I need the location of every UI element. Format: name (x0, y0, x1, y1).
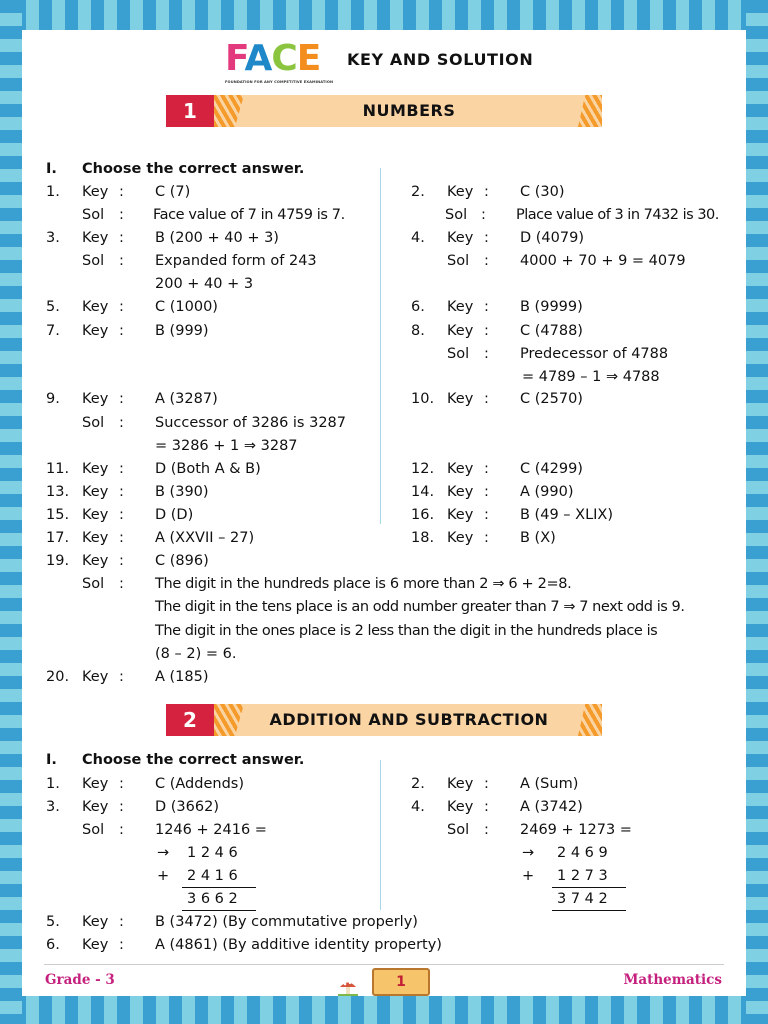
colon: : (484, 799, 489, 815)
addend-row: 2 4 1 6 (187, 868, 238, 884)
key-label: Key (82, 669, 109, 685)
footer-subject: Mathematics (623, 972, 722, 988)
sum-row: 3 7 4 2 (557, 891, 608, 907)
answer-key: D (3662) (155, 799, 219, 815)
question-number: 5. (46, 299, 60, 315)
section-1-banner (166, 95, 602, 127)
question-number: 10. (411, 391, 435, 407)
answer-key: C (30) (520, 184, 565, 200)
solution-text: 200 + 40 + 3 (155, 276, 254, 292)
sum-underline (182, 887, 256, 888)
question-number: 14. (411, 484, 435, 500)
plus-icon: + (157, 868, 170, 884)
answer-key: A (990) (520, 484, 574, 500)
colon: : (484, 391, 489, 407)
arrow-icon: → (157, 845, 170, 861)
key-label: Key (82, 776, 109, 792)
solution-text: = 4789 – 1 ⇒ 4788 (522, 369, 660, 385)
question-number: 20. (46, 669, 70, 685)
footer-grade: Grade - 3 (45, 972, 115, 988)
answer-key: A (3742) (520, 799, 583, 815)
solution-text: 2469 + 1273 = (520, 822, 632, 838)
question-number: 3. (46, 230, 60, 246)
answer-key: C (1000) (155, 299, 218, 315)
sol-label: Sol (82, 253, 105, 269)
key-label: Key (82, 799, 109, 815)
question-number: 2. (411, 776, 425, 792)
question-number: 13. (46, 484, 70, 500)
colon: : (119, 914, 124, 930)
section-1-title: NUMBERS (362, 101, 456, 120)
answer-key: C (4299) (520, 461, 583, 477)
column-divider (380, 168, 381, 524)
colon: : (119, 530, 124, 546)
sol-label: Sol (447, 822, 470, 838)
roman-numeral: I. (46, 752, 57, 768)
answer-key: D (Both A & B) (155, 461, 261, 477)
question-number: 5. (46, 914, 60, 930)
colon: : (119, 822, 124, 838)
colon: : (119, 230, 124, 246)
banner-stripes-icon (578, 704, 602, 736)
key-label: Key (447, 776, 474, 792)
question-number: 9. (46, 391, 60, 407)
colon: : (481, 207, 486, 223)
sol-label: Sol (82, 415, 105, 431)
banner-stripes-icon (578, 95, 602, 127)
colon: : (119, 799, 124, 815)
question-number: 15. (46, 507, 70, 523)
answer-key: A (3287) (155, 391, 218, 407)
plus-icon: + (522, 868, 535, 884)
instruction-heading: Choose the correct answer. (82, 161, 305, 177)
colon: : (119, 391, 124, 407)
colon: : (119, 576, 124, 592)
sum-row: 3 6 6 2 (187, 891, 238, 907)
solution-text: Face value of 7 in 4759 is 7. (153, 207, 345, 223)
key-label: Key (82, 530, 109, 546)
solution-text: 4000 + 70 + 9 = 4079 (520, 253, 686, 269)
section-2-title: ADDITION AND SUBTRACTION (269, 710, 549, 729)
solution-text: Predecessor of 4788 (520, 346, 669, 362)
colon: : (484, 530, 489, 546)
question-number: 7. (46, 323, 60, 339)
key-label: Key (82, 391, 109, 407)
sum-underline (552, 910, 626, 911)
colon: : (484, 184, 489, 200)
solution-text: 1246 + 2416 = (155, 822, 267, 838)
section-2-banner (166, 704, 602, 736)
answer-key: C (Addends) (155, 776, 244, 792)
sum-underline (552, 887, 626, 888)
answer-key: A (185) (155, 669, 209, 685)
key-label: Key (447, 299, 474, 315)
banner-stripes-icon (214, 95, 244, 127)
answer-key: B (9999) (520, 299, 583, 315)
question-number: 4. (411, 799, 425, 815)
key-label: Key (82, 299, 109, 315)
key-label: Key (82, 937, 109, 953)
question-number: 3. (46, 799, 60, 815)
section-2-number: 2 (166, 704, 214, 736)
addend-row: 1 2 7 3 (557, 868, 608, 884)
key-label: Key (82, 461, 109, 477)
answer-key: B (200 + 40 + 3) (155, 230, 279, 246)
sol-label: Sol (82, 822, 105, 838)
instruction-heading: Choose the correct answer. (82, 752, 305, 768)
colon: : (484, 323, 489, 339)
answer-key: B (999) (155, 323, 209, 339)
answer-key: A (Sum) (520, 776, 579, 792)
colon: : (484, 507, 489, 523)
question-number: 18. (411, 530, 435, 546)
key-label: Key (82, 484, 109, 500)
key-label: Key (447, 184, 474, 200)
sol-label: Sol (447, 253, 470, 269)
sum-underline (182, 910, 256, 911)
answer-key: D (4079) (520, 230, 584, 246)
colon: : (484, 461, 489, 477)
column-divider (380, 760, 381, 910)
key-label: Key (447, 484, 474, 500)
question-number: 2. (411, 184, 425, 200)
key-label: Key (447, 230, 474, 246)
solution-text: Place value of 3 in 7432 is 30. (516, 207, 719, 223)
colon: : (119, 776, 124, 792)
question-number: 6. (411, 299, 425, 315)
question-number: 4. (411, 230, 425, 246)
answer-key: C (2570) (520, 391, 583, 407)
colon: : (119, 669, 124, 685)
page-title: KEY AND SOLUTION (347, 50, 534, 69)
colon: : (484, 253, 489, 269)
page-number: 1 (372, 968, 430, 996)
answer-key: C (7) (155, 184, 191, 200)
answer-key: A (4861) (By additive identity property) (155, 937, 442, 953)
question-number: 17. (46, 530, 70, 546)
sol-label: Sol (445, 207, 468, 223)
answer-key: D (D) (155, 507, 194, 523)
question-number: 12. (411, 461, 435, 477)
colon: : (119, 507, 124, 523)
addend-row: 1 2 4 6 (187, 845, 238, 861)
key-label: Key (82, 184, 109, 200)
key-label: Key (82, 507, 109, 523)
key-label: Key (82, 323, 109, 339)
right-border-pattern (746, 0, 768, 1024)
key-label: Key (82, 914, 109, 930)
colon: : (119, 415, 124, 431)
colon: : (119, 207, 124, 223)
header (225, 40, 605, 86)
colon: : (484, 484, 489, 500)
key-label: Key (447, 507, 474, 523)
roman-numeral: I. (46, 161, 57, 177)
sol-label: Sol (82, 207, 105, 223)
key-label: Key (447, 391, 474, 407)
colon: : (484, 230, 489, 246)
answer-key: C (4788) (520, 323, 583, 339)
question-number: 6. (46, 937, 60, 953)
left-border-pattern (0, 0, 22, 1024)
key-label: Key (447, 530, 474, 546)
colon: : (119, 253, 124, 269)
answer-key: B (3472) (By commutative properly) (155, 914, 418, 930)
colon: : (484, 346, 489, 362)
key-label: Key (447, 461, 474, 477)
sol-label: Sol (447, 346, 470, 362)
solution-text: Successor of 3286 is 3287 (155, 415, 346, 431)
key-label: Key (82, 230, 109, 246)
question-number: 1. (46, 776, 60, 792)
document-page (22, 30, 746, 996)
logo-tagline: FOUNDATION FOR ANY COMPETITIVE EXAMINATION (225, 80, 334, 84)
colon: : (119, 299, 124, 315)
colon: : (484, 299, 489, 315)
solution-text: The digit in the hundreds place is 6 more than 2 ⇒ 6 + 2=8. (155, 576, 572, 592)
solution-text: The digit in the ones place is 2 less than the digit in the hundreds place is (155, 623, 658, 639)
colon: : (119, 461, 124, 477)
question-number: 16. (411, 507, 435, 523)
sol-label: Sol (82, 576, 105, 592)
solution-text: Expanded form of 243 (155, 253, 317, 269)
banner-stripes-icon (214, 704, 244, 736)
answer-key: A (XXVII – 27) (155, 530, 255, 546)
colon: : (119, 323, 124, 339)
solution-text: = 3286 + 1 ⇒ 3287 (155, 438, 298, 454)
colon: : (484, 822, 489, 838)
colon: : (484, 776, 489, 792)
colon: : (119, 484, 124, 500)
answer-key: C (896) (155, 553, 209, 569)
colon: : (119, 553, 124, 569)
face-logo: FACE (225, 38, 321, 79)
answer-key: B (X) (520, 530, 556, 546)
answer-key: B (49 – XLIX) (520, 507, 614, 523)
section-1-number: 1 (166, 95, 214, 127)
colon: : (119, 184, 124, 200)
question-number: 19. (46, 553, 70, 569)
solution-text: (8 – 2) = 6. (155, 646, 237, 662)
arrow-icon: → (522, 845, 535, 861)
solution-text: The digit in the tens place is an odd number greater than 7 ⇒ 7 next odd is 9. (155, 599, 685, 615)
mushroom-icon (338, 978, 358, 996)
question-number: 1. (46, 184, 60, 200)
colon: : (119, 937, 124, 953)
footer-divider (44, 964, 724, 965)
key-label: Key (82, 553, 109, 569)
key-label: Key (447, 323, 474, 339)
key-label: Key (447, 799, 474, 815)
answer-key: B (390) (155, 484, 209, 500)
question-number: 11. (46, 461, 70, 477)
question-number: 8. (411, 323, 425, 339)
addend-row: 2 4 6 9 (557, 845, 608, 861)
